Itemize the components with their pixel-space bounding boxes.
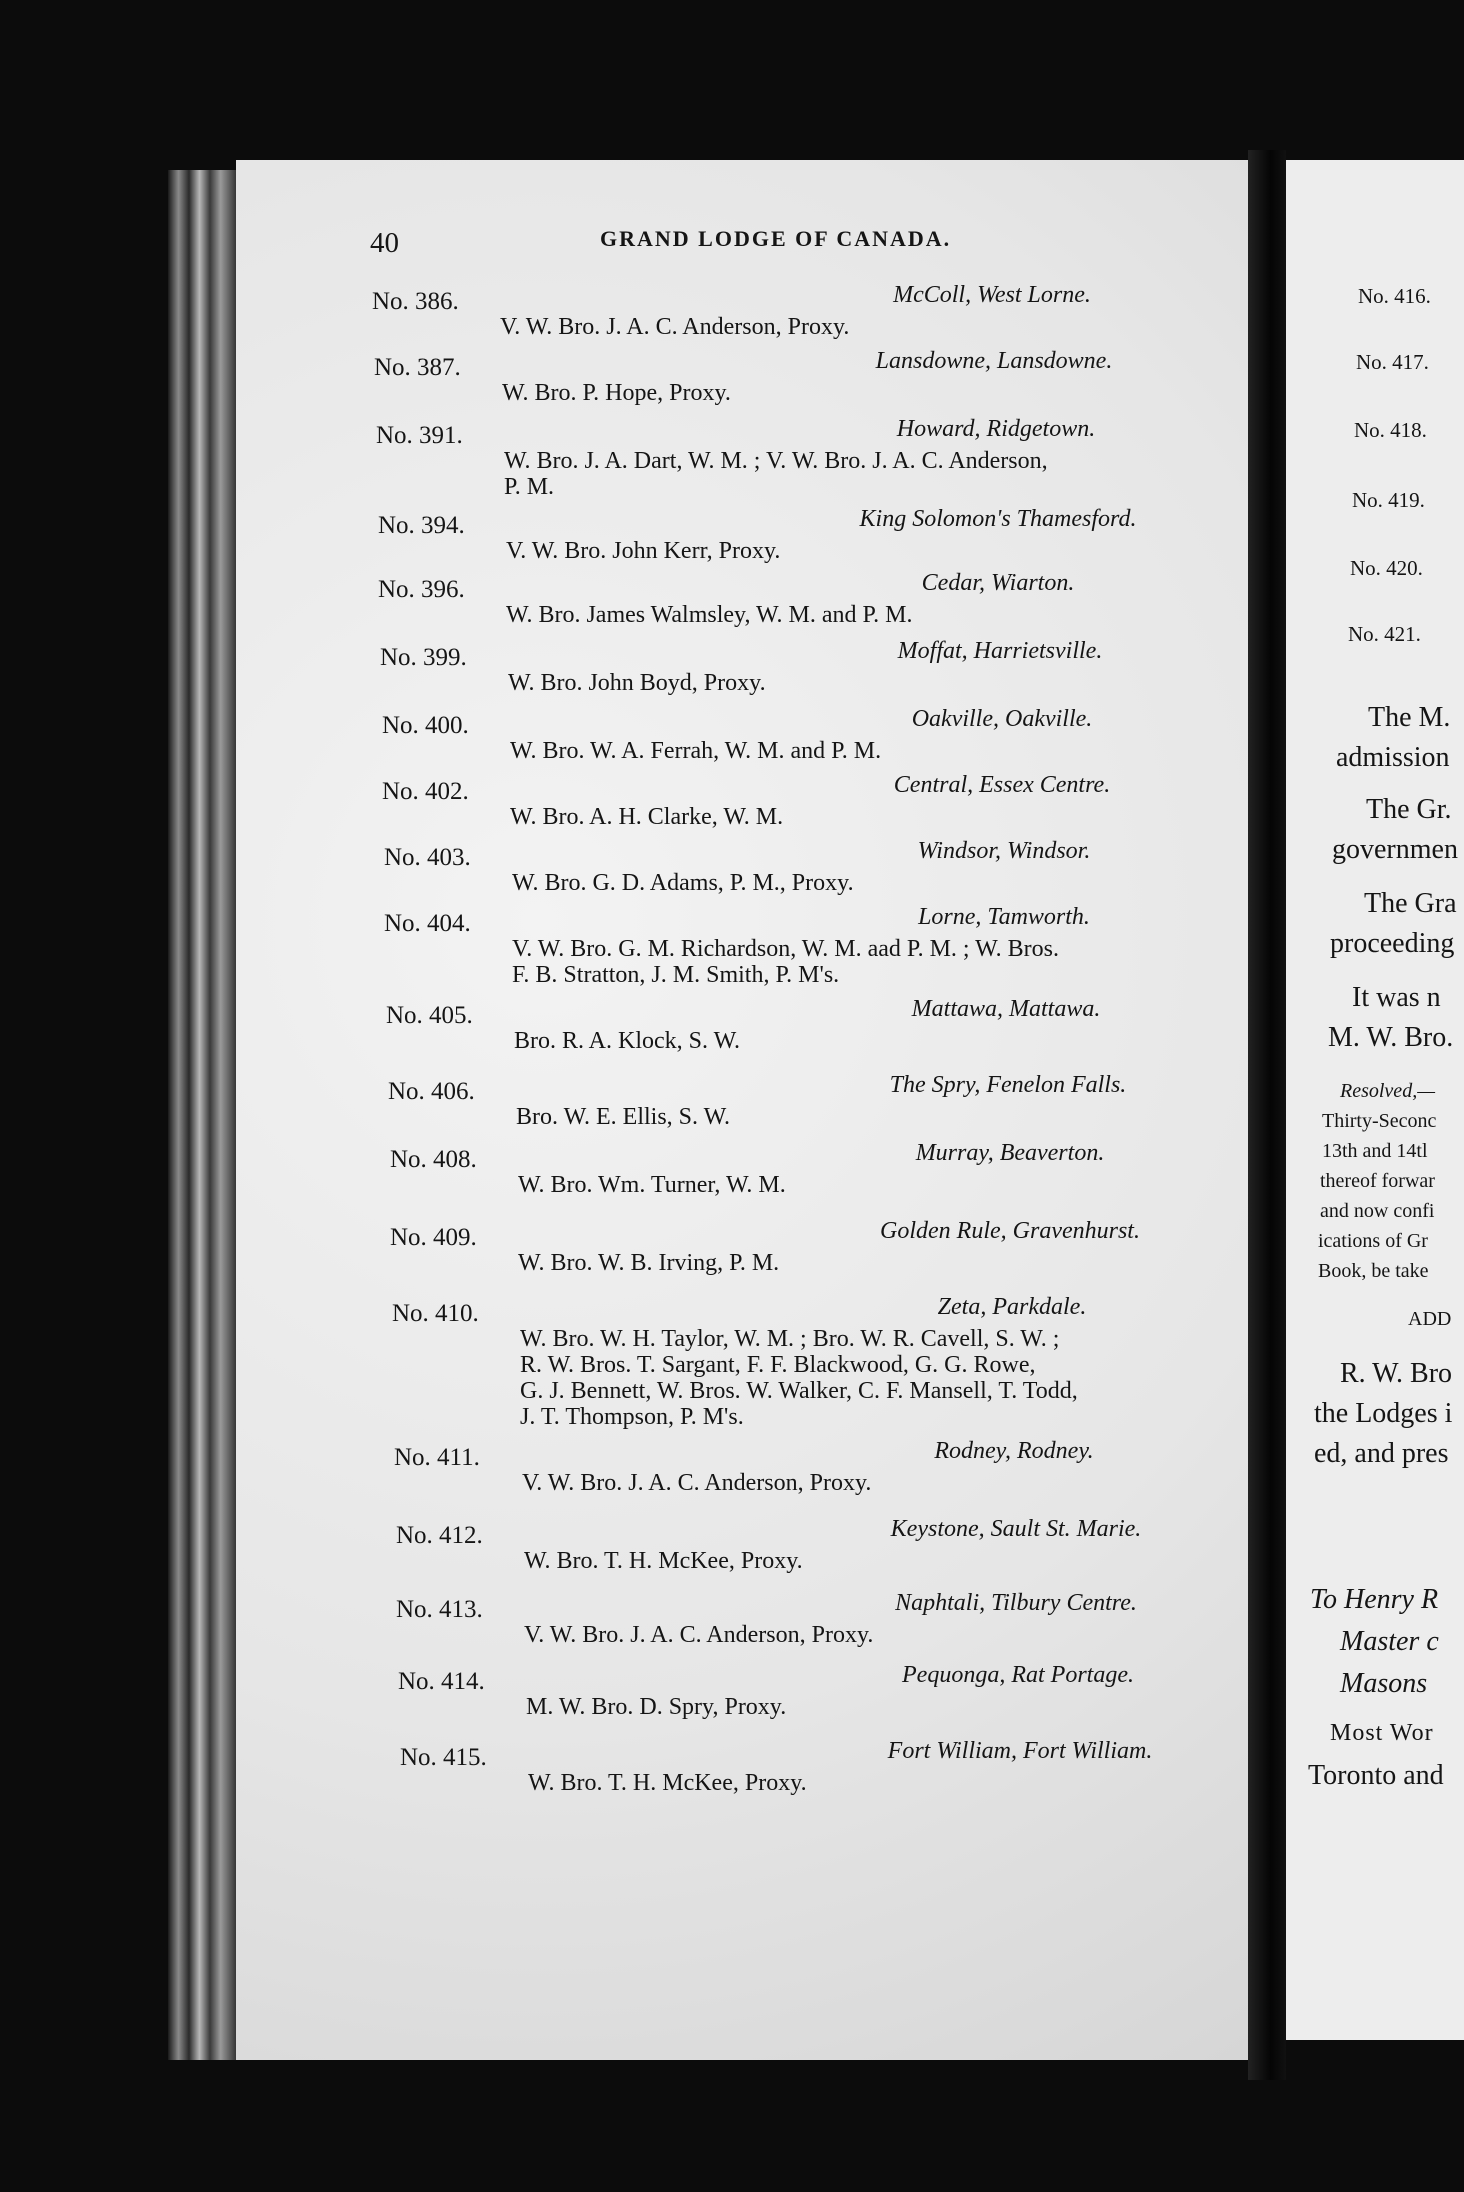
right-page-line: R. W. Bro	[1340, 1358, 1453, 1389]
right-page-line: thereof forwar	[1320, 1170, 1435, 1192]
lodge-representative: R. W. Bros. T. Sargant, F. F. Blackwood, G. G. Rowe,	[520, 1352, 1036, 1378]
lodge-representative: W. Bro. G. D. Adams, P. M., Proxy.	[512, 870, 854, 896]
lodge-number: No. 386.	[372, 288, 459, 315]
lodge-representative: W. Bro. J. A. Dart, W. M. ; V. W. Bro. J. A. C. Anderson,	[504, 448, 1048, 474]
page-edge-strip	[168, 170, 238, 2060]
lodge-name: Central, Essex Centre.	[893, 772, 1111, 798]
right-lodge-number: No. 416.	[1358, 284, 1431, 308]
right-page-line: Toronto and	[1308, 1760, 1444, 1791]
lodge-representative: Bro. R. A. Klock, S. W.	[514, 1028, 741, 1054]
lodge-representative: Bro. W. E. Ellis, S. W.	[516, 1104, 731, 1130]
lodge-number: No. 394.	[378, 512, 465, 539]
lodge-representative: G. J. Bennett, W. Bros. W. Walker, C. F. Mansell, T. Todd,	[520, 1378, 1078, 1404]
lodge-name: Murray, Beaverton.	[915, 1140, 1105, 1166]
right-lodge-number: No. 420.	[1350, 556, 1423, 580]
lodge-number: No. 409.	[390, 1224, 477, 1251]
lodge-representative: V. W. Bro. J. A. C. Anderson, Proxy.	[500, 314, 850, 340]
lodge-representative: M. W. Bro. D. Spry, Proxy.	[526, 1694, 787, 1720]
right-lodge-number: No. 418.	[1354, 418, 1427, 442]
lodge-name: Fort William, Fort William.	[887, 1738, 1153, 1764]
right-page-line: ications of Gr	[1318, 1230, 1428, 1252]
lodge-number: No. 411.	[394, 1444, 480, 1471]
right-page-line: M. W. Bro.	[1328, 1022, 1454, 1053]
page-number: 40	[370, 227, 399, 259]
lodge-number: No. 415.	[400, 1744, 487, 1771]
right-lodge-number: No. 421.	[1348, 622, 1421, 646]
right-page-line: Masons	[1340, 1668, 1428, 1699]
lodge-number: No. 403.	[384, 844, 471, 871]
right-page-line: Thirty-Seconc	[1322, 1110, 1437, 1132]
right-page-line: proceeding	[1330, 928, 1455, 959]
lodge-name: Rodney, Rodney.	[934, 1438, 1094, 1464]
lodge-number: No. 404.	[384, 910, 471, 937]
lodge-representative: F. B. Stratton, J. M. Smith, P. M's.	[512, 962, 840, 988]
lodge-number: No. 405.	[386, 1002, 473, 1029]
right-lodge-number: No. 417.	[1356, 350, 1429, 374]
lodge-name: Lansdowne, Lansdowne.	[875, 348, 1113, 374]
lodge-representative: W. Bro. W. B. Irving, P. M.	[518, 1250, 780, 1276]
lodge-representative: W. Bro. John Boyd, Proxy.	[508, 670, 766, 696]
lodge-number: No. 396.	[378, 576, 465, 603]
lodge-name: Mattawa, Mattawa.	[911, 996, 1101, 1022]
right-page-line: To Henry R	[1310, 1584, 1439, 1615]
lodge-representative: W. Bro. A. H. Clarke, W. M.	[510, 804, 784, 830]
right-page-line: The M.	[1368, 702, 1451, 733]
lodge-representative: V. W. Bro. John Kerr, Proxy.	[506, 538, 781, 564]
right-page-line: Most Wor	[1330, 1720, 1434, 1746]
lodge-name: Oakville, Oakville.	[911, 706, 1093, 732]
lodge-name: Zeta, Parkdale.	[937, 1294, 1087, 1320]
lodge-name: Howard, Ridgetown.	[896, 416, 1096, 442]
right-page-line: admission	[1336, 742, 1450, 773]
right-page-line: The Gra	[1364, 888, 1457, 919]
lodge-number: No. 400.	[382, 712, 469, 739]
right-page-line: Resolved,—	[1340, 1080, 1435, 1102]
lodge-representative: J. T. Thompson, P. M's.	[520, 1404, 744, 1430]
lodge-representative: P. M.	[504, 474, 555, 500]
lodge-representative: W. Bro. W. H. Taylor, W. M. ; Bro. W. R. Cavell, S. W. ;	[520, 1326, 1060, 1352]
running-head: GRAND LODGE OF CANADA.	[600, 226, 952, 251]
lodge-name: Keystone, Sault St. Marie.	[890, 1516, 1142, 1542]
lodge-name: Lorne, Tamworth.	[918, 904, 1090, 930]
lodge-name: McColl, West Lorne.	[893, 282, 1091, 308]
lodge-name: King Solomon's Thamesford.	[859, 506, 1137, 532]
lodge-name: Moffat, Harrietsville.	[897, 638, 1103, 664]
lodge-number: No. 387.	[374, 354, 461, 381]
lodge-representative: W. Bro. P. Hope, Proxy.	[502, 380, 731, 406]
right-page-line: The Gr.	[1366, 794, 1452, 825]
lodge-name: Naphtali, Tilbury Centre.	[895, 1590, 1137, 1616]
lodge-number: No. 410.	[392, 1300, 479, 1327]
lodge-name: The Spry, Fenelon Falls.	[889, 1072, 1127, 1098]
lodge-representative: W. Bro. Wm. Turner, W. M.	[518, 1172, 786, 1198]
right-page-line: governmen	[1332, 834, 1458, 865]
lodge-number: No. 402.	[382, 778, 469, 805]
lodge-representative: W. Bro. T. H. McKee, Proxy.	[524, 1548, 803, 1574]
lodge-number: No. 399.	[380, 644, 467, 671]
lodge-representative: W. Bro. T. H. McKee, Proxy.	[528, 1770, 807, 1796]
right-page-line: the Lodges i	[1314, 1398, 1453, 1429]
lodge-number: No. 406.	[388, 1078, 475, 1105]
lodge-number: No. 414.	[398, 1668, 485, 1695]
lodge-number: No. 413.	[396, 1596, 483, 1623]
lodge-representative: V. W. Bro. J. A. C. Anderson, Proxy.	[524, 1622, 874, 1648]
lodge-representative: V. W. Bro. G. M. Richardson, W. M. aad P. M. ; W. Bros.	[512, 936, 1059, 962]
book-gutter	[1248, 150, 1286, 2080]
lodge-name: Cedar, Wiarton.	[921, 570, 1075, 596]
lodge-name: Golden Rule, Gravenhurst.	[880, 1218, 1140, 1244]
right-page-line: and now confi	[1320, 1200, 1435, 1222]
right-page-line: It was n	[1352, 982, 1441, 1013]
lodge-number: No. 408.	[390, 1146, 477, 1173]
right-page-line: 13th and 14tl	[1322, 1140, 1428, 1162]
lodge-representative: W. Bro. W. A. Ferrah, W. M. and P. M.	[510, 738, 882, 764]
right-page-line: Master c	[1340, 1626, 1439, 1657]
lodge-name: Windsor, Windsor.	[917, 838, 1091, 864]
right-page-line: ADD	[1408, 1308, 1452, 1330]
lodge-number: No. 391.	[376, 422, 463, 449]
lodge-name: Pequonga, Rat Portage.	[902, 1662, 1134, 1688]
right-page-line: Book, be take	[1318, 1260, 1429, 1282]
right-page-line: ed, and pres	[1314, 1438, 1449, 1469]
right-lodge-number: No. 419.	[1352, 488, 1425, 512]
lodge-number: No. 412.	[396, 1522, 483, 1549]
lodge-representative: V. W. Bro. J. A. C. Anderson, Proxy.	[522, 1470, 872, 1496]
lodge-representative: W. Bro. James Walmsley, W. M. and P. M.	[506, 602, 913, 628]
